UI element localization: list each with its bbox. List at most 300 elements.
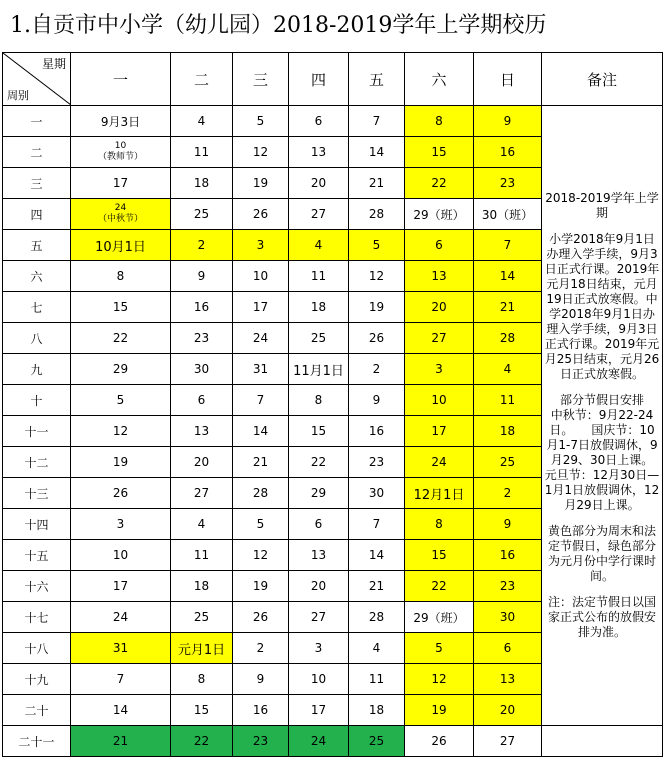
empty-notes-cell [542, 726, 663, 757]
date-cell [349, 137, 405, 168]
date-cell [171, 664, 233, 695]
date-cell [405, 137, 474, 168]
date-text: 14 [112, 703, 129, 717]
date-text: 12 [431, 672, 447, 686]
date-text: 5 [256, 517, 265, 531]
date-cell [171, 385, 233, 416]
date-text: 17 [431, 424, 447, 438]
date-cell [405, 633, 474, 664]
date-cell [171, 354, 233, 385]
date-text: 22 [193, 734, 210, 748]
note-paragraph: 黄色部分为周末和法定节假日，绿色部分为元月份中学行课时间。 [547, 524, 656, 583]
date-cell [233, 292, 289, 323]
date-text: 14 [499, 269, 516, 283]
date-text: 11 [193, 548, 210, 562]
date-text: 13 [310, 145, 327, 159]
date-cell [233, 168, 289, 199]
date-cell [71, 540, 171, 571]
date-cell [71, 323, 171, 354]
date-cell [71, 230, 171, 261]
date-cell [474, 323, 542, 354]
date-cell [289, 199, 349, 230]
date-text: 10 [252, 269, 269, 283]
date-text: 21 [499, 300, 516, 314]
date-text: 15 [193, 703, 210, 717]
date-text: 16 [499, 548, 516, 562]
date-cell [71, 695, 171, 726]
week-number: 二十一 [3, 726, 71, 757]
date-text: 26 [252, 610, 269, 624]
date-cell [71, 478, 171, 509]
date-text: 21 [112, 734, 129, 748]
date-cell [349, 602, 405, 633]
date-cell [289, 695, 349, 726]
date-cell [474, 137, 542, 168]
date-cell [474, 106, 542, 137]
date-text: 16 [499, 145, 516, 159]
date-text: 19 [368, 300, 385, 314]
school-calendar-table [2, 52, 663, 757]
date-text: 25 [193, 610, 210, 624]
date-cell [405, 292, 474, 323]
date-cell [474, 230, 542, 261]
date-text: 23 [193, 331, 210, 345]
date-text: 30 [499, 610, 516, 624]
date-text: 16 [252, 703, 269, 717]
date-text: 23 [252, 734, 269, 748]
date-cell [349, 385, 405, 416]
week-number: 六 [3, 261, 71, 292]
date-text: 3 [314, 641, 323, 655]
date-text: 9 [372, 393, 381, 407]
date-text: 15 [431, 548, 447, 562]
week-number: 二 [3, 137, 71, 168]
date-text: 26 [112, 486, 129, 500]
date-text: 23 [499, 579, 516, 593]
date-cell [71, 509, 171, 540]
date-text: 22 [310, 455, 327, 469]
date-number: 24 [114, 203, 127, 213]
date-text: 4 [503, 362, 512, 376]
date-cell [349, 726, 405, 757]
date-text: 28 [252, 486, 269, 500]
date-cell [233, 571, 289, 602]
date-cell [405, 261, 474, 292]
date-cell [71, 106, 171, 137]
day-header-fri: 五 [349, 53, 405, 106]
calendar-body [3, 106, 663, 757]
date-cell [171, 323, 233, 354]
date-cell [474, 633, 542, 664]
page-title: 1.自贡市中小学（幼儿园）2018-2019学年上学期校历 [10, 13, 547, 38]
date-cell [405, 478, 474, 509]
date-cell [71, 261, 171, 292]
date-cell [233, 416, 289, 447]
day-header-wed: 三 [233, 53, 289, 106]
day-header-sat: 六 [405, 53, 474, 106]
date-cell [474, 478, 542, 509]
date-text: 30 [368, 486, 385, 500]
date-text: 2 [372, 362, 381, 376]
date-text: 6 [503, 641, 512, 655]
date-text: 18 [193, 176, 210, 190]
date-text: 18 [193, 579, 210, 593]
week-number: 七 [3, 292, 71, 323]
date-text: 16 [193, 300, 210, 314]
week-number: 十 [3, 385, 71, 416]
date-cell [171, 695, 233, 726]
date-cell [405, 106, 474, 137]
header-row [3, 53, 663, 106]
date-text: 26 [252, 207, 269, 221]
date-text: 7 [256, 393, 265, 407]
date-cell [289, 106, 349, 137]
date-cell [171, 106, 233, 137]
date-text: 9 [503, 517, 512, 531]
date-cell [289, 385, 349, 416]
date-text: 29（班） [413, 610, 465, 625]
date-text: 6 [435, 238, 443, 252]
date-cell [349, 540, 405, 571]
date-cell [349, 478, 405, 509]
holiday-label: （中秋节） [97, 214, 143, 224]
date-cell [71, 199, 171, 230]
date-text: 3 [256, 238, 265, 252]
date-cell [289, 633, 349, 664]
date-cell [171, 602, 233, 633]
date-text: 12 [112, 424, 129, 438]
date-text: 25 [368, 734, 385, 748]
date-text: 6 [197, 393, 206, 407]
date-cell [405, 416, 474, 447]
week-number: 十八 [3, 633, 71, 664]
date-text: 11 [310, 269, 327, 283]
date-cell [405, 664, 474, 695]
date-cell [233, 602, 289, 633]
date-cell [171, 199, 233, 230]
date-text: 7 [372, 517, 381, 531]
date-cell [474, 664, 542, 695]
date-text: 2 [197, 238, 206, 252]
date-cell [171, 726, 233, 757]
date-cell [171, 137, 233, 168]
date-cell [171, 447, 233, 478]
date-text: 29 [112, 362, 129, 376]
date-text: 27 [499, 734, 516, 748]
date-text: 31 [112, 641, 129, 655]
date-text: 19 [112, 455, 129, 469]
date-cell [233, 199, 289, 230]
date-text: 7 [503, 238, 512, 252]
date-text: 20 [499, 703, 516, 717]
week-number: 十二 [3, 447, 71, 478]
date-cell [474, 726, 542, 757]
date-cell [233, 230, 289, 261]
week-number: 八 [3, 323, 71, 354]
date-text: 24 [431, 455, 447, 469]
date-cell [405, 571, 474, 602]
date-cell [233, 509, 289, 540]
date-text: 11月1日 [293, 363, 344, 379]
date-text: 13 [193, 424, 210, 438]
date-cell [233, 106, 289, 137]
date-cell [405, 199, 474, 230]
date-text: 4 [372, 641, 381, 655]
date-cell [474, 571, 542, 602]
date-cell [349, 199, 405, 230]
date-cell [289, 726, 349, 757]
date-text: 28 [499, 331, 516, 345]
date-text: 9 [197, 269, 206, 283]
week-number: 四 [3, 199, 71, 230]
date-text: 3 [435, 362, 443, 376]
date-text: 13 [499, 672, 516, 686]
date-cell [349, 509, 405, 540]
date-cell [474, 447, 542, 478]
date-text: 20 [193, 455, 210, 469]
date-text: 12 [252, 145, 269, 159]
date-cell [233, 323, 289, 354]
date-cell [171, 633, 233, 664]
week-number: 一 [3, 106, 71, 137]
date-text: 27 [431, 331, 447, 345]
date-cell [474, 416, 542, 447]
date-text: 24 [252, 331, 269, 345]
date-cell [474, 292, 542, 323]
date-text: 5 [372, 238, 381, 252]
date-text: 29（班） [413, 207, 465, 222]
date-text: 29 [310, 486, 327, 500]
week-number: 十九 [3, 664, 71, 695]
day-header-tue: 二 [171, 53, 233, 106]
date-text: 13 [310, 548, 327, 562]
date-cell [474, 509, 542, 540]
date-cell [405, 385, 474, 416]
date-cell [233, 726, 289, 757]
date-cell [71, 354, 171, 385]
date-text: 11 [193, 145, 210, 159]
date-text: 14 [368, 145, 385, 159]
date-text: 25 [310, 331, 327, 345]
date-text: 26 [431, 734, 447, 748]
week-number: 十五 [3, 540, 71, 571]
date-cell [405, 447, 474, 478]
date-text: 11 [499, 393, 516, 407]
date-cell [289, 354, 349, 385]
date-text: 25 [499, 455, 516, 469]
date-cell [405, 509, 474, 540]
day-header-sun: 日 [474, 53, 542, 106]
date-cell [233, 354, 289, 385]
date-cell [233, 540, 289, 571]
date-text: 9月3日 [100, 114, 141, 129]
date-text: 30 [193, 362, 210, 376]
date-cell [233, 447, 289, 478]
date-text: 13 [431, 269, 447, 283]
date-cell [289, 478, 349, 509]
date-cell [71, 292, 171, 323]
date-cell [71, 571, 171, 602]
date-cell [349, 416, 405, 447]
date-text: 20 [310, 579, 327, 593]
week-number: 九 [3, 354, 71, 385]
week-number: 五 [3, 230, 71, 261]
date-cell [289, 261, 349, 292]
date-cell [349, 633, 405, 664]
date-cell [289, 602, 349, 633]
date-cell [171, 168, 233, 199]
note-paragraph: 小学2018年9月1日办理入学手续，9月3日正式行课。2019年元月18日结束，元月19日正式放寒假。中学2018年9月1日办理入学手续，9月3日正式行课。2019年元月25日结束，元月26日正式放寒假。 [544, 232, 660, 381]
date-text: 15 [112, 300, 129, 314]
date-text: 22 [431, 579, 447, 593]
date-text: 21 [252, 455, 269, 469]
date-cell [71, 633, 171, 664]
date-text: 10 [112, 548, 129, 562]
date-text: 5 [435, 641, 443, 655]
date-cell [289, 323, 349, 354]
date-text: 27 [310, 610, 327, 624]
date-text: 16 [368, 424, 385, 438]
date-text: 21 [368, 579, 385, 593]
date-text: 8 [116, 269, 125, 283]
corner-header [3, 53, 71, 106]
week-number: 二十 [3, 695, 71, 726]
date-cell [171, 571, 233, 602]
date-cell [71, 602, 171, 633]
week-number: 十七 [3, 602, 71, 633]
date-cell [289, 447, 349, 478]
date-cell [289, 168, 349, 199]
date-text: 10 [310, 672, 327, 686]
date-cell [405, 540, 474, 571]
notes-header: 备注 [542, 53, 663, 106]
date-cell [349, 571, 405, 602]
date-cell [474, 385, 542, 416]
date-text: 6 [314, 114, 323, 128]
date-cell [71, 168, 171, 199]
date-text: 20 [310, 176, 327, 190]
date-text: 15 [310, 424, 327, 438]
date-cell [71, 726, 171, 757]
date-cell [474, 168, 542, 199]
date-cell [233, 478, 289, 509]
date-text: 18 [310, 300, 327, 314]
date-cell [289, 540, 349, 571]
date-text: 27 [193, 486, 210, 500]
date-text: 19 [252, 176, 269, 190]
date-text: 26 [368, 331, 385, 345]
date-text: 10月1日 [95, 239, 146, 255]
week-number: 十六 [3, 571, 71, 602]
date-cell [349, 292, 405, 323]
date-text: 18 [368, 703, 385, 717]
date-cell [71, 416, 171, 447]
week-row [3, 726, 663, 757]
date-text: 19 [252, 579, 269, 593]
weekday-axis-label: 星期 [41, 57, 66, 71]
date-cell [233, 137, 289, 168]
date-cell [171, 230, 233, 261]
date-cell [349, 168, 405, 199]
date-text: 22 [112, 331, 129, 345]
date-text: 17 [310, 703, 327, 717]
date-text: 24 [112, 610, 129, 624]
date-cell [233, 633, 289, 664]
date-text: 17 [112, 176, 129, 190]
date-cell [289, 292, 349, 323]
date-cell [289, 509, 349, 540]
date-text: 15 [431, 145, 447, 159]
date-text: 9 [503, 114, 512, 128]
date-text: 4 [197, 114, 206, 128]
date-text: 5 [256, 114, 265, 128]
date-cell [405, 602, 474, 633]
date-cell [349, 261, 405, 292]
week-number: 十一 [3, 416, 71, 447]
date-cell [233, 261, 289, 292]
week-axis-label: 周别 [7, 89, 29, 102]
date-text: 2 [503, 486, 512, 500]
date-cell [171, 292, 233, 323]
date-cell [405, 695, 474, 726]
date-cell [405, 323, 474, 354]
date-cell [474, 695, 542, 726]
date-text: 9 [256, 672, 265, 686]
date-text: 31 [252, 362, 269, 376]
note-paragraph: 部分节假日安排 中秋节：9月22-24日。 国庆节：10月1-7日放假调休，9月29、30日上课。 元旦节：12月30日—1月1日放假调休，12月29日上课。 [544, 393, 660, 512]
date-text: 4 [197, 517, 206, 531]
date-text: 6 [314, 517, 323, 531]
date-cell [405, 726, 474, 757]
date-cell [171, 509, 233, 540]
date-cell [474, 602, 542, 633]
date-text: 23 [499, 176, 516, 190]
date-text: 30（班） [481, 207, 534, 222]
week-number: 三 [3, 168, 71, 199]
date-cell [171, 540, 233, 571]
date-text: 8 [435, 114, 443, 128]
date-cell [233, 695, 289, 726]
date-text: 5 [116, 393, 125, 407]
date-cell [405, 354, 474, 385]
date-cell [233, 664, 289, 695]
date-text: 3 [116, 517, 125, 531]
date-text: 22 [431, 176, 447, 190]
date-text: 10 [431, 393, 447, 407]
date-text: 2 [256, 641, 265, 655]
date-text: 28 [368, 610, 385, 624]
date-number: 10 [114, 141, 127, 151]
notes-cell [542, 106, 663, 726]
date-cell [405, 168, 474, 199]
week-row [3, 106, 663, 137]
holiday-label: （教师节） [97, 152, 143, 162]
date-cell [349, 695, 405, 726]
date-text: 11 [368, 672, 385, 686]
date-text: 23 [368, 455, 385, 469]
note-paragraph: 2018-2019学年上学期 [545, 191, 659, 220]
date-cell [474, 261, 542, 292]
day-header-thu: 四 [289, 53, 349, 106]
date-cell [71, 385, 171, 416]
date-cell [349, 230, 405, 261]
week-number: 十四 [3, 509, 71, 540]
date-cell [349, 447, 405, 478]
date-text: 24 [310, 734, 327, 748]
date-cell [349, 323, 405, 354]
date-text: 7 [372, 114, 381, 128]
date-cell [474, 354, 542, 385]
